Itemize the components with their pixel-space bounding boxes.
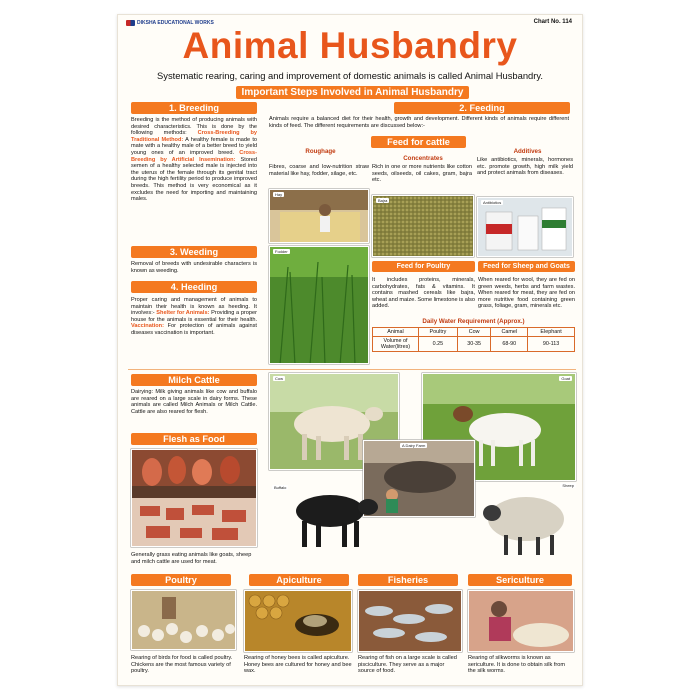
publisher-name: DIKSHA EDUCATIONAL WORKS	[137, 20, 214, 26]
buffalo-photo	[272, 481, 382, 553]
bajra-tag: Bajra	[378, 198, 388, 203]
additives-text: Like antibiotics, minerals, hormones etc. promote growth, high milk yield and protect animals from diseases.	[477, 157, 573, 177]
ai-title: Cross-Breeding by Artificial Insemination:	[131, 149, 257, 163]
vaccination-title: Vaccination:	[131, 323, 164, 330]
weeding-text: Removal of breeds with undesirable characters is known as weeding.	[131, 261, 257, 274]
water-elephant: 90-113	[528, 337, 575, 352]
breeding-text	[131, 117, 257, 203]
goat-tag: Goat	[561, 376, 570, 381]
sericulture-heading: Sericulture	[468, 574, 572, 586]
ai-text: Stored semen of a healthy selected male is injected into the uterus of the female through its genital tract during the high fertility period to produce improved breeds. This method is very economical as it excludes the need for importing and maintaining males.	[131, 156, 258, 203]
sheep-image	[474, 483, 576, 561]
fish-image	[359, 591, 462, 652]
feeding-heading: 2. Feeding	[394, 102, 570, 114]
fodder-tag: Fodder	[275, 249, 288, 254]
chart-number: Chart No. 114	[533, 19, 572, 25]
bajra-image	[373, 196, 474, 257]
feeding-intro: Animals require a balanced diet for their health, growth and development. Different kinds of animals require different kinds of feed. The different requirements are discussed below:-	[269, 116, 569, 129]
poultry-caption: Rearing of birds for food is called poultry. Chickens are the most famous variety of poultry.	[131, 655, 233, 674]
water-col-camel: Camel	[491, 328, 528, 337]
water-col-elephant: Elephant	[528, 328, 575, 337]
fodder-photo	[269, 246, 369, 364]
poultry-photo	[131, 590, 236, 650]
water-row-label: Volume of Water(litres)	[373, 337, 419, 352]
roughage-title: Roughage	[305, 148, 336, 155]
fisheries-heading: Fisheries	[358, 574, 458, 586]
silkworm-image	[469, 591, 574, 652]
fisheries-photo	[358, 590, 462, 652]
hay-image	[270, 190, 369, 243]
heeding-text	[131, 297, 257, 337]
shelter-title: Shelter for Animals:	[156, 310, 210, 317]
hay-photo	[269, 189, 369, 243]
sericulture-photo	[468, 590, 574, 652]
breeding-intro: Breeding is the method of producing animals with desired characteristics. This is done by the following methods:	[131, 117, 257, 137]
milch-cattle-text: Dairying: Milk giving animals like cow and buffalo are reared on a large scale in dairy forms. These animals are called Milch Animals or Milch Cattle. Cattle are also reared for flesh.	[131, 389, 257, 415]
steps-banner: Important Steps Involved in Animal Husbandry	[236, 86, 469, 99]
breeding-heading: 1. Breeding	[131, 102, 257, 114]
concentrates-text: Rich in one or more nutrients like cotton seeds, oilseeds, oil cakes, gram, bajra etc.	[372, 164, 472, 184]
section-divider	[128, 369, 576, 370]
feed-poultry-text: It includes proteins, minerals, carbohydrates, fats & vitamins. It contains mashed cereals like bajra, wheat and maize. Some limestone is also added.	[372, 277, 475, 310]
flesh-heading: Flesh as Food	[131, 433, 257, 445]
fisheries-caption: Rearing of fish on a large scale is called pisciculture. They serve as a major source of food.	[358, 655, 457, 674]
sheep-tag: Sheep	[562, 483, 574, 488]
water-requirement	[372, 318, 575, 352]
water-table-header	[373, 328, 575, 337]
buffalo-image	[272, 481, 382, 553]
fodder-image	[270, 247, 369, 364]
vaccination-text: For protection of animals against diseases vaccination is important.	[131, 323, 257, 336]
flesh-photo	[131, 449, 257, 547]
bajra-photo	[372, 195, 474, 257]
water-poultry: 0.25	[419, 337, 458, 352]
milch-cattle-heading: Milch Cattle	[131, 374, 257, 386]
feed-poultry-heading: Feed for Poultry	[372, 261, 475, 272]
buffalo-tag: Buffalo	[274, 485, 287, 490]
cow-tag: Cow	[275, 376, 284, 381]
chart-poster	[117, 14, 583, 686]
feed-for-cattle-heading: Feed for cattle	[371, 136, 466, 148]
weeding-heading: 3. Weeding	[131, 246, 257, 258]
sericulture-caption: Rearing of silkworms is known as sericulture. It is done to obtain silk from the silk worms.	[468, 655, 566, 674]
antibiotics-image	[478, 198, 573, 257]
page-title: Animal Husbandry	[182, 25, 518, 66]
roughage-text: Fibres, coarse and low-nutrition straw material like hay, fodder, silage, etc.	[269, 164, 369, 177]
antibiotics-photo	[477, 197, 573, 257]
additives-title: Additives	[513, 148, 542, 155]
poultry-image	[132, 591, 236, 650]
page-subtitle: Systematic rearing, caring and improvement of domestic animals is called Animal Husbandry.	[157, 70, 543, 81]
flesh-caption: Generally grass eating animals like goats, sheep and milch cattle are used for meat.	[131, 552, 252, 565]
feed-sheep-heading: Feed for Sheep and Goats	[478, 261, 575, 272]
water-table	[372, 327, 575, 352]
water-col-animal: Animal	[373, 328, 419, 337]
honeycomb-image	[245, 591, 352, 652]
cross-breeding-text: A healthy female is made to mate with a healthy male of a better breed to yield young ones of an improved breed.	[131, 136, 257, 156]
dairy-farm-tag: A Dairy Farm	[402, 443, 426, 448]
water-col-poultry: Poultry	[419, 328, 458, 337]
heeding-heading: 4. Heeding	[131, 281, 257, 293]
apiculture-heading: Apiculture	[249, 574, 349, 586]
concentrates-title: Concentrates	[403, 155, 443, 162]
shelter-text: Providing a proper house for the animals is essential for their health.	[131, 310, 257, 323]
apiculture-photo	[244, 590, 352, 652]
water-cow: 30-35	[457, 337, 491, 352]
water-table-title: Daily Water Requirement (Approx.)	[422, 318, 525, 325]
water-col-cow: Cow	[457, 328, 491, 337]
sheep-photo	[474, 483, 576, 561]
poultry-heading: Poultry	[131, 574, 231, 586]
apiculture-caption: Rearing of honey bees is called apiculture. Honey bees are cultured for honey and bee wax.	[244, 655, 352, 674]
feed-sheep-text: When reared for wool, they are fed on green weeds, herbs and farm wastes. When reared for meat, they are fed on more nutritive food containing green grass, foliage, gram, minerals etc.	[478, 277, 575, 310]
water-table-row	[373, 337, 575, 352]
meat-market-image	[132, 450, 257, 547]
water-camel: 68-90	[491, 337, 528, 352]
antibiotics-tag: Antibiotics	[483, 200, 502, 205]
cross-breeding-title: Cross-Breeding by Traditional Method:	[131, 130, 257, 143]
heeding-intro: Proper caring and management of animals to maintain their health is known as heeding. It involves:-	[131, 297, 257, 317]
hay-tag: Hay	[275, 192, 283, 197]
